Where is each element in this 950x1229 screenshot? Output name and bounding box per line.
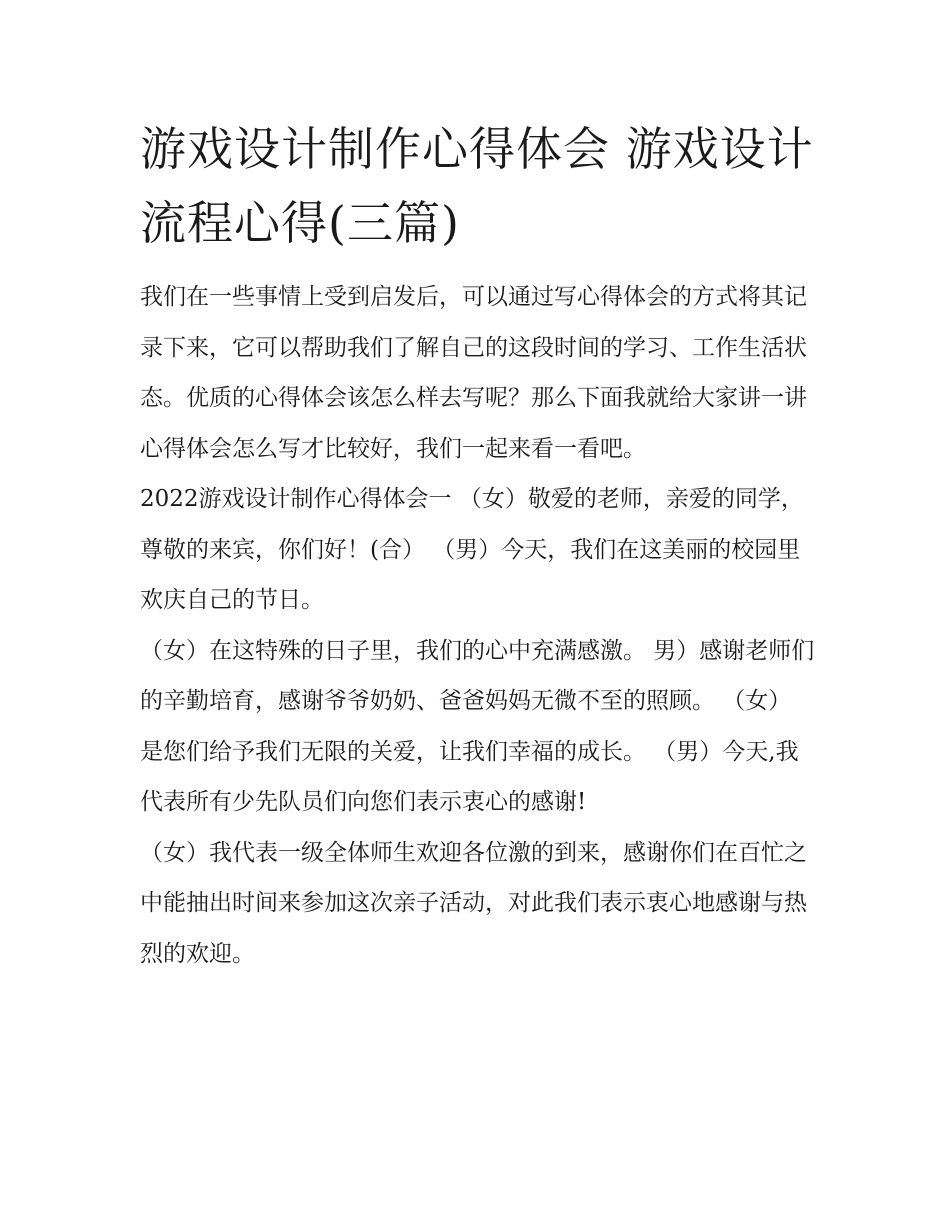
document-page [140,112,815,979]
paragraph-welcome: （女）我代表一级全体师生欢迎各位激的到来，感谢你们在百忙之中能抽出时间来参加这次亲子活动，对此我们表示衷心地感谢与热烈的欢迎。 [140,839,807,967]
document-body [140,272,815,979]
paragraph-greeting: 2022游戏设计制作心得体会一 （女）敬爱的老师，亲爱的同学，尊敬的来宾，你们好！(合） （男）今天，我们在这美丽的校园里欢庆自己的节日。 [140,486,804,613]
paragraph-intro: 我们在一些事情上受到启发后，可以通过写心得体会的方式将其记录下来，它可以帮助我们了解自己的这段时间的学习、工作生活状态。优质的心得体会该怎么样去写呢？那么下面我就给大家讲一讲心得体会怎么写才比较好，我们一起来看一看吧。 [140,284,807,462]
paragraph-thanks: 是您们给予我们无限的关爱，让我们幸福的成长。 （男）今天,我代表所有少先队员们向您们表示衷心的感谢! [140,738,799,815]
paragraph-gratitude: （女）在这特殊的日子里，我们的心中充满感激。 男）感谢老师们的辛勤培育，感谢爷爷奶奶、爸爸妈妈无微不至的照顾。 （女） [140,637,815,714]
document-title: 游戏设计制作心得体会 游戏设计流程心得(三篇) [140,122,814,250]
